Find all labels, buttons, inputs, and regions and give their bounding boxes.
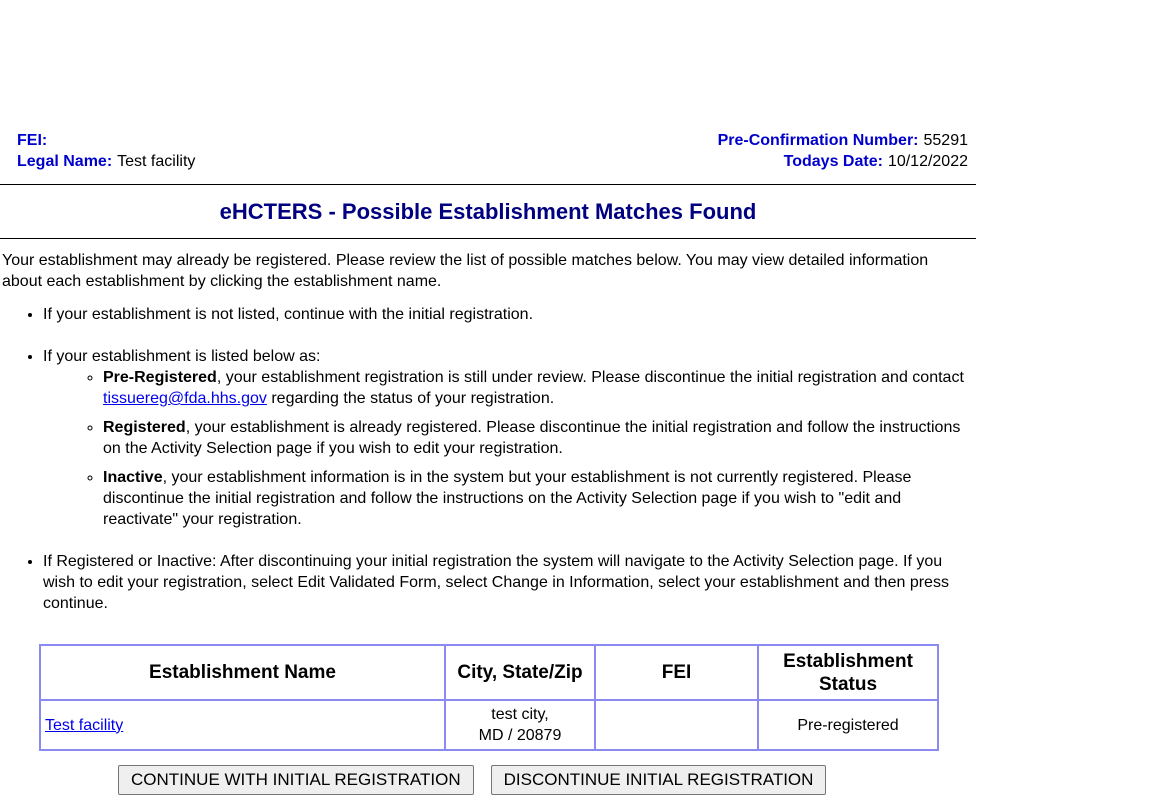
cell-status: Pre-registered bbox=[758, 700, 938, 750]
cell-name bbox=[40, 700, 445, 750]
sub-preregistered bbox=[103, 367, 976, 409]
city-line2: MD / 20879 bbox=[478, 727, 562, 744]
fei-label: FEI: bbox=[17, 132, 48, 149]
col-header-city: City, State/Zip bbox=[445, 645, 595, 700]
preregistered-text-after: regarding the status of your registration. bbox=[266, 390, 555, 407]
intro-text: Your establishment may already be registered. Please review the list of possible matches below. You may view detailed information about each establishment by clicking the establishment name. bbox=[2, 252, 929, 290]
preconf-line bbox=[718, 130, 968, 151]
registered-text: , your establishment is already registered. Please discontinue the initial registration and follow the instructions on the Activity Selection page if you wish to edit your registration. bbox=[103, 419, 961, 457]
title-divider bbox=[0, 238, 976, 239]
instructions-list bbox=[0, 304, 976, 635]
fei-line bbox=[17, 130, 195, 151]
preregistered-term: Pre-Registered bbox=[103, 369, 217, 386]
header-left bbox=[17, 130, 195, 172]
bullet-listed-text: If your establishment is listed below as: bbox=[43, 348, 321, 365]
legal-name-value: Test facility bbox=[117, 153, 196, 170]
col-header-name: Establishment Name bbox=[40, 645, 445, 700]
preconf-label: Pre-Confirmation Number: bbox=[717, 132, 919, 149]
cell-fei bbox=[595, 700, 758, 750]
date-label: Todays Date: bbox=[783, 153, 883, 170]
city-line1: test city, bbox=[491, 706, 549, 723]
bullet-not-listed bbox=[43, 304, 976, 325]
header-right bbox=[718, 130, 968, 172]
action-buttons bbox=[118, 765, 843, 795]
bullet-registered-or-inactive bbox=[43, 551, 976, 614]
discontinue-registration-button[interactable]: DISCONTINUE INITIAL REGISTRATION bbox=[491, 765, 827, 795]
bullet-not-listed-text: If your establishment is not listed, continue with the initial registration. bbox=[43, 306, 534, 323]
col-header-status: Establishment Status bbox=[758, 645, 938, 700]
status-sublist bbox=[43, 367, 976, 530]
bullet-registered-or-inactive-text: If Registered or Inactive: After discontinuing your initial registration the system will navigate to the Activity Selection page. If you wish to edit your registration, select Edit Validated Form, select Change in Information, select your establishment and then press continue. bbox=[43, 553, 949, 612]
table-row bbox=[40, 700, 938, 750]
date-line bbox=[718, 151, 968, 172]
contact-email-link[interactable]: tissuereg@fda.hhs.gov bbox=[103, 390, 267, 407]
header bbox=[0, 130, 976, 176]
table-header-row bbox=[40, 645, 938, 700]
continue-registration-button[interactable]: CONTINUE WITH INITIAL REGISTRATION bbox=[118, 765, 474, 795]
preregistered-text-before: , your establishment registration is still under review. Please discontinue the initial registration and contact bbox=[216, 369, 964, 386]
cell-city bbox=[445, 700, 595, 750]
col-header-fei: FEI bbox=[595, 645, 758, 700]
date-value: 10/12/2022 bbox=[887, 153, 968, 170]
matches-table bbox=[39, 644, 939, 751]
page-title: eHCTERS - Possible Establishment Matches Found bbox=[219, 199, 757, 224]
inactive-text: , your establishment information is in the system but your establishment is not currently registered. Please discontinue the initial registration and follow the instructions on the Activity Selection page if you wish to "edit and reactivate" your registration. bbox=[103, 469, 912, 528]
preconf-value: 55291 bbox=[923, 132, 968, 149]
top-divider bbox=[0, 184, 976, 185]
legal-name-label: Legal Name: bbox=[17, 153, 113, 170]
registered-term: Registered bbox=[103, 419, 186, 436]
establishment-name-link[interactable]: Test facility bbox=[45, 716, 124, 734]
bullet-listed bbox=[43, 346, 976, 530]
sub-inactive bbox=[103, 467, 976, 530]
sub-registered bbox=[103, 417, 976, 459]
inactive-term: Inactive bbox=[103, 469, 163, 486]
legal-name-line bbox=[17, 151, 195, 172]
